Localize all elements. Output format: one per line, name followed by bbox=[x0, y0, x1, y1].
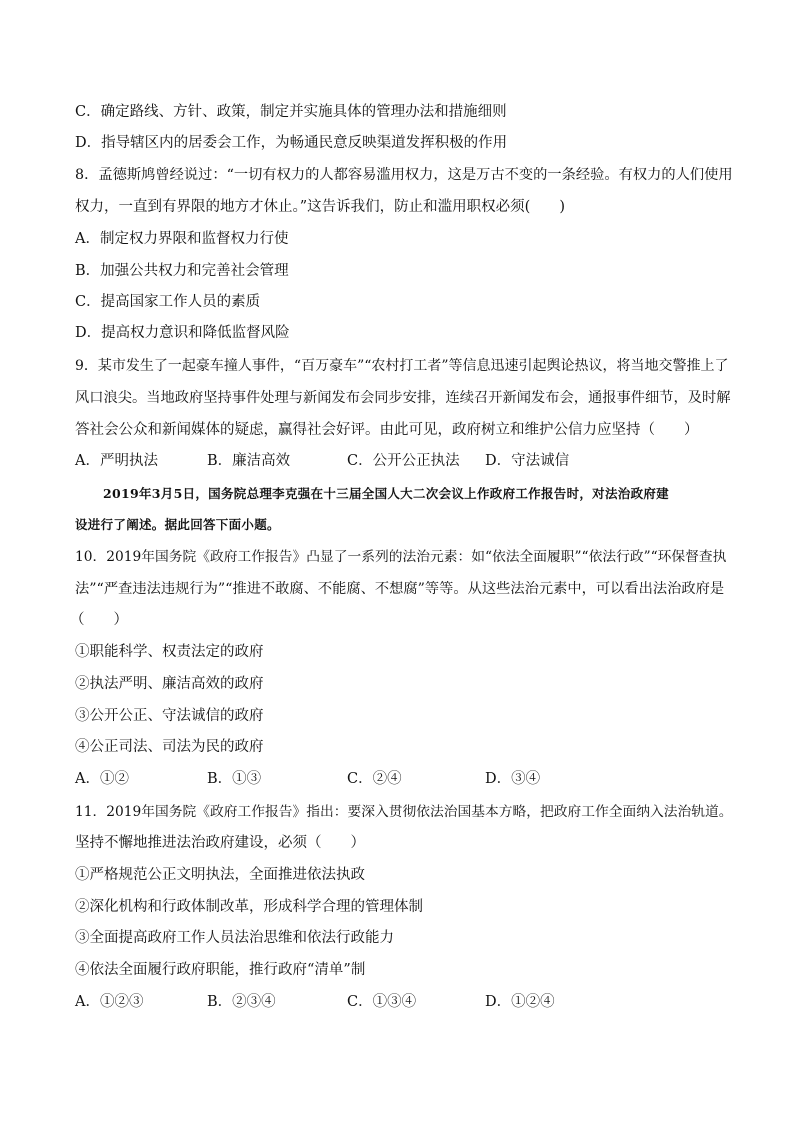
q9-stem-line-1: 9．某市发生了一起豪车撞人事件，“百万豪车”“农村打工者”等信息迅速引起舆论热议，将当地交警推上了 bbox=[75, 358, 729, 374]
q7-option-d: D．指导辖区内的居委会工作，为畅通民意反映渠道发挥积极的作用 bbox=[75, 135, 508, 151]
q10-statement-2: ②执法严明、廉洁高效的政府 bbox=[75, 676, 264, 692]
q10-option-b: B．①③ bbox=[207, 771, 262, 787]
q10-option-d: D．③④ bbox=[485, 771, 541, 787]
q10-stem-line-3: （ ） bbox=[70, 612, 128, 628]
q10-stem-line-2: 法”“严查违法违规行为”“推进不敢腐、不能腐、不想腐”等等。从这些法治元素中，可以看出法治政府是 bbox=[75, 581, 725, 597]
q8-option-d: D．提高权力意识和降低监督风险 bbox=[75, 325, 290, 341]
q9-stem-line-2: 风口浪尖。当地政府坚持事件处理与新闻发布会同步安排，连续召开新闻发布会，通报事件细节，及时解 bbox=[75, 390, 731, 406]
material-line-2: 设进行了阐述。据此回答下面小题。 bbox=[75, 517, 280, 532]
q11-stem-line-2: 坚持不懈地推进法治政府建设，必须（ ） bbox=[75, 835, 365, 851]
q11-option-d: D．①②④ bbox=[485, 994, 555, 1010]
q11-statement-4: ④依法全面履行政府职能，推行政府“清单”制 bbox=[75, 962, 366, 978]
q9-option-c: C．公开公正执法 bbox=[347, 453, 460, 469]
q8-stem-line-2: 权力，一直到有界限的地方才休止。”这告诉我们，防止和滥用职权必须( ) bbox=[75, 199, 565, 215]
q10-statement-4: ④公正司法、司法为民的政府 bbox=[75, 739, 264, 755]
q10-statement-3: ③公开公正、守法诚信的政府 bbox=[75, 708, 264, 724]
q10-option-a: A．①② bbox=[75, 771, 129, 787]
q11-option-b: B．②③④ bbox=[207, 994, 276, 1010]
material-line-1: 2019年3月5日，国务院总理李克强在十三届全国人大二次会议上作政府工作报告时，对法治政府建 bbox=[103, 486, 669, 501]
q8-stem-line-1: 8．孟德斯鸠曾经说过：“一切有权力的人都容易滥用权力，这是万古不变的一条经验。有权力的人们使用 bbox=[75, 167, 733, 183]
q10-option-c: C．②④ bbox=[347, 771, 402, 787]
q11-statement-1: ①严格规范公正文明执法，全面推进依法执政 bbox=[75, 867, 365, 883]
q9-option-a: A．严明执法 bbox=[75, 453, 158, 469]
q8-option-b: B．加强公共权力和完善社会管理 bbox=[75, 263, 289, 279]
q8-option-c: C．提高国家工作人员的素质 bbox=[75, 294, 261, 310]
q8-option-a: A．制定权力界限和监督权力行使 bbox=[75, 231, 289, 247]
q10-statement-1: ①职能科学、权责法定的政府 bbox=[75, 644, 264, 660]
q11-option-c: C．①③④ bbox=[347, 994, 417, 1010]
q9-option-d: D．守法诚信 bbox=[485, 453, 570, 469]
q9-stem-line-3: 答社会公众和新闻媒体的疑虑，赢得社会好评。由此可见，政府树立和维护公信力应坚持（ ） bbox=[75, 422, 699, 438]
q10-stem-line-1: 10．2019年国务院《政府工作报告》凸显了一系列的法治元素：如“依法全面履职”“依法行政”“环保督查执 bbox=[75, 549, 727, 565]
q9-option-b: B．廉洁高效 bbox=[207, 453, 291, 469]
q11-option-a: A．①②③ bbox=[75, 994, 144, 1010]
q7-option-c: C．确定路线、方针、政策，制定并实施具体的管理办法和措施细则 bbox=[75, 104, 507, 120]
q11-stem-line-1: 11．2019年国务院《政府工作报告》指出：要深入贯彻依法治国基本方略，把政府工作全面纳入法治轨道。 bbox=[75, 804, 733, 820]
q11-statement-3: ③全面提高政府工作人员法治思维和依法行政能力 bbox=[75, 930, 394, 946]
q11-statement-2: ②深化机构和行政体制改革，形成科学合理的管理体制 bbox=[75, 899, 423, 915]
